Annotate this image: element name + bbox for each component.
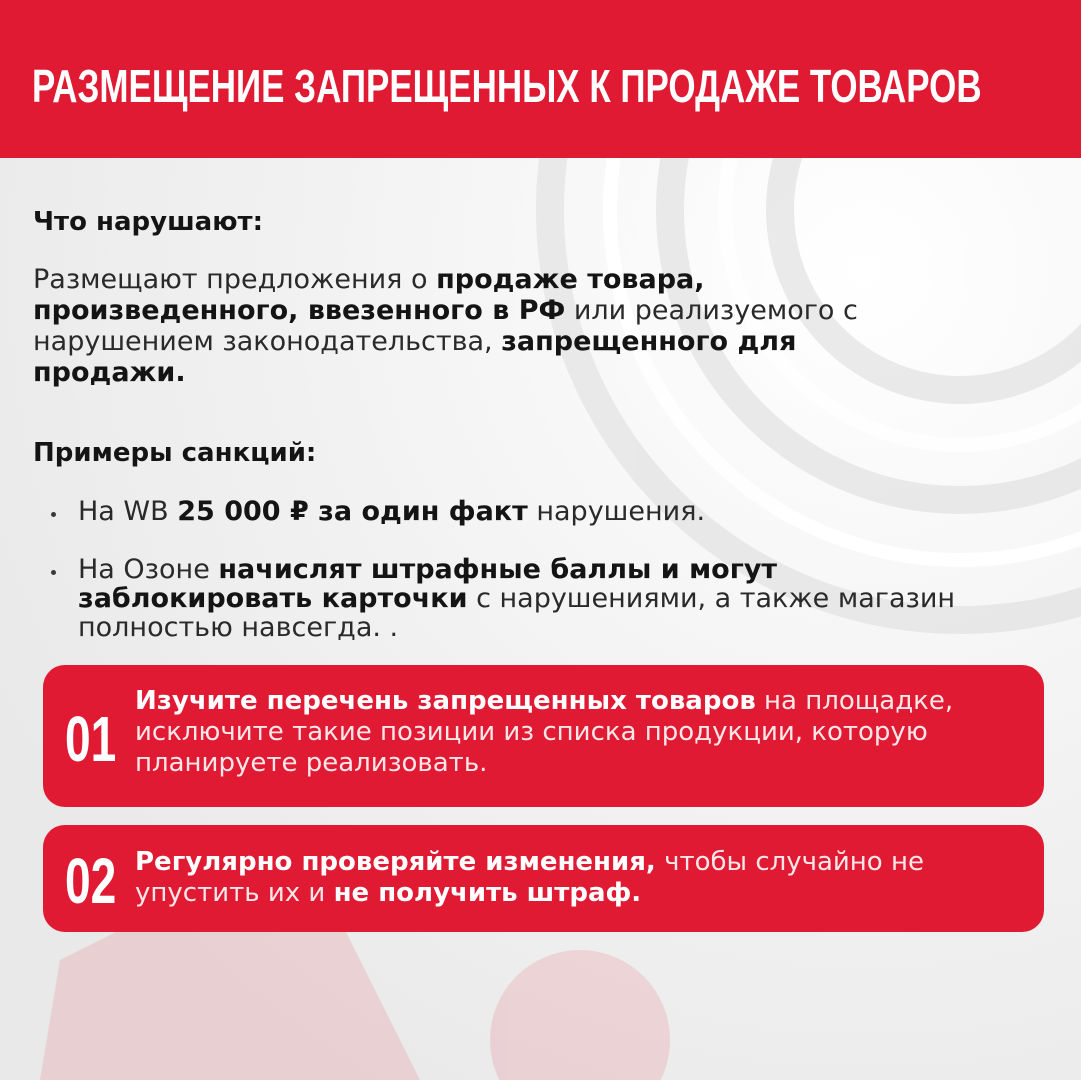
sanction-text-bold: начислят штрафные баллы и могут заблокировать карточки	[78, 554, 778, 614]
tip-text-bold: не получить штраф.	[333, 878, 642, 908]
tip-number: 01	[65, 703, 117, 775]
violation-text-part: или реализуемого с нарушением законодательства,	[33, 295, 858, 357]
sanction-text-part: На WB	[78, 496, 178, 527]
violation-text-bold: продаже товара, произведенного, ввезенного в РФ	[33, 264, 705, 326]
violation-heading: Что нарушают:	[33, 207, 263, 237]
violation-text-part: Размещают предложения о	[33, 264, 437, 295]
tip-text-bold: Изучите перечень запрещенных товаров	[135, 686, 756, 716]
sanction-text-part: На Озоне	[78, 554, 219, 585]
bullet-icon	[51, 512, 56, 517]
tip-text-bold: Регулярно проверяйте изменения,	[135, 847, 656, 877]
violation-description	[33, 264, 933, 388]
sanction-text-part: нарушения.	[527, 496, 706, 527]
bullet-icon	[51, 570, 56, 575]
tip-text	[135, 686, 1005, 779]
tip-text-part: чтобы случайно не упустить их и	[135, 847, 924, 908]
sanctions-heading: Примеры санкций:	[33, 438, 317, 468]
sanction-text-bold: 25 000 ₽ за один факт	[177, 496, 528, 527]
sanction-text-part: с нарушениями, а также магазин полностью навсегда. .	[78, 583, 956, 643]
sanction-text	[78, 555, 978, 642]
header-banner	[0, 0, 1081, 158]
tip-text	[135, 847, 1005, 909]
tip-text-part: на площадке, исключите такие позиции из списка продукции, которую планируете реализовать.	[135, 686, 954, 778]
sanction-text	[78, 497, 978, 526]
tip-number: 02	[65, 845, 117, 917]
tip-card-02	[43, 825, 1044, 932]
violation-text-bold: запрещенного для продажи.	[33, 326, 797, 388]
page-title: РАЗМЕЩЕНИЕ ЗАПРЕЩЕННЫХ К ПРОДАЖЕ ТОВАРОВ	[32, 60, 982, 112]
tip-card-01	[43, 665, 1044, 807]
